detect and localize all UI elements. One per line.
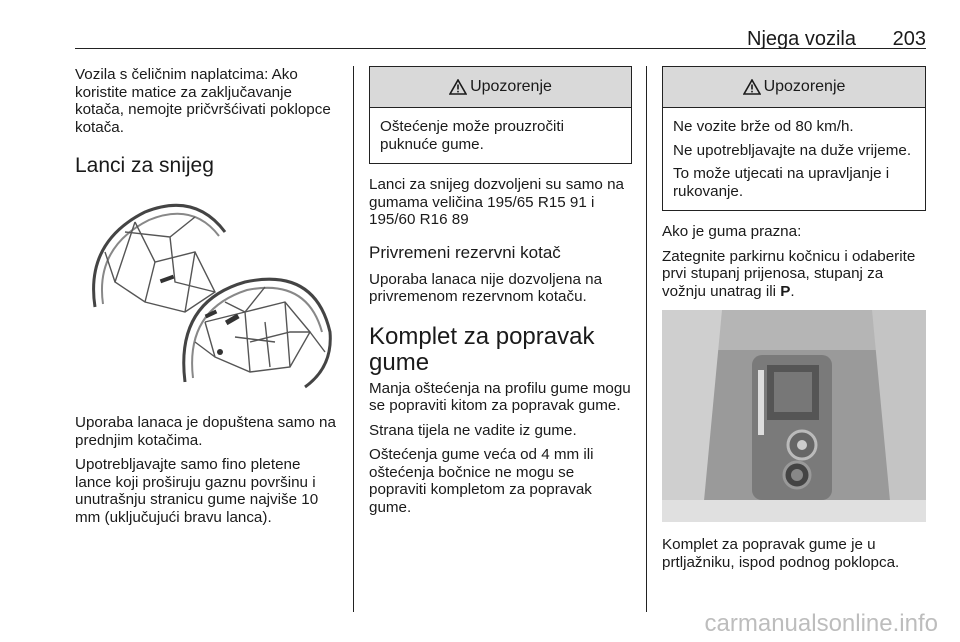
warning-box [662, 66, 926, 211]
warning-triangle-icon [743, 79, 761, 95]
temporary-spare-paragraph: Uporaba lanaca nije dozvoljena na privremenom rezervnom kotaču. [369, 270, 603, 305]
warning-line: Ne upotrebljavajte na duže vrijeme. [673, 141, 912, 159]
kit-location-paragraph: Komplet za popravak gume je u prtljažniku, ispod podnog poklopca. [662, 536, 900, 571]
repair-kit-paragraph: Manja oštećenja na profilu gume mogu se popraviti kitom za popravak gume. [369, 379, 631, 414]
warning-body [663, 108, 925, 210]
warning-title: Upozorenje [470, 78, 552, 95]
column-left [75, 66, 337, 533]
warning-title: Upozorenje [763, 78, 846, 95]
snow-chains-illustration [75, 192, 337, 400]
chains-front-paragraph: Uporaba lanaca je dopuštena samo na prednjim kotačima. [75, 414, 336, 449]
warning-box [369, 66, 632, 164]
page-number: 203 [892, 28, 926, 50]
damage-limit-paragraph: Oštećenja gume veća od 4 mm ili oštećenja bočnice ne mogu se popraviti kompletom za popravak gume. [369, 446, 594, 516]
warning-header [663, 67, 925, 108]
gear-p-label: P [780, 282, 791, 300]
section-title: Njega vozila [747, 28, 856, 50]
repair-kit-photo [662, 310, 926, 522]
warning-header [370, 67, 631, 108]
repair-kit-heading: Komplet za popravak gume [369, 322, 595, 376]
snow-chains-heading: Lanci za snijeg [75, 154, 214, 177]
warning-triangle-icon [449, 79, 467, 95]
column-divider [646, 66, 647, 612]
watermark-text: carmanualsonline.info [704, 610, 938, 637]
temporary-spare-heading: Privremeni rezervni kotač [369, 242, 561, 262]
parking-brake-paragraph: Zategnite parkirnu kočnicu i odaberite prvi stupanj prijenosa, stupanj za vožnju unatrag ili P. [662, 247, 916, 300]
chains-type-paragraph: Upotrebljavajte samo fino pletene lance koji proširuju gaznu površinu i unutrašnju stranicu gume najviše 10 mm (uključujući bravu lanca). [75, 456, 319, 526]
column-divider [353, 66, 354, 612]
flat-tyre-paragraph: Ako je guma prazna: [662, 223, 802, 240]
foreign-bodies-paragraph: Strana tijela ne vadite iz gume. [369, 421, 577, 439]
warning-line: Ne vozite brže od 80 km/h. [673, 118, 854, 135]
column-middle [369, 66, 632, 523]
tyre-sizes-paragraph: Lanci za snijeg dozvoljeni su samo na gumama veličina 195/65 R15 91 i 195/60 R16 89 [369, 176, 624, 228]
warning-line: To može utjecati na upravljanje i rukovanje. [673, 165, 890, 200]
page-header [75, 26, 926, 49]
intro-paragraph: Vozila s čeličnim naplatcima: Ako koristite matice za zaključavanje kotača, nemojte pričvršćivati poklopce kotača. [75, 66, 331, 136]
column-right [662, 66, 926, 578]
warning-text: Oštećenje može prouzročiti puknuće gume. [380, 118, 565, 153]
warning-body [370, 108, 631, 163]
